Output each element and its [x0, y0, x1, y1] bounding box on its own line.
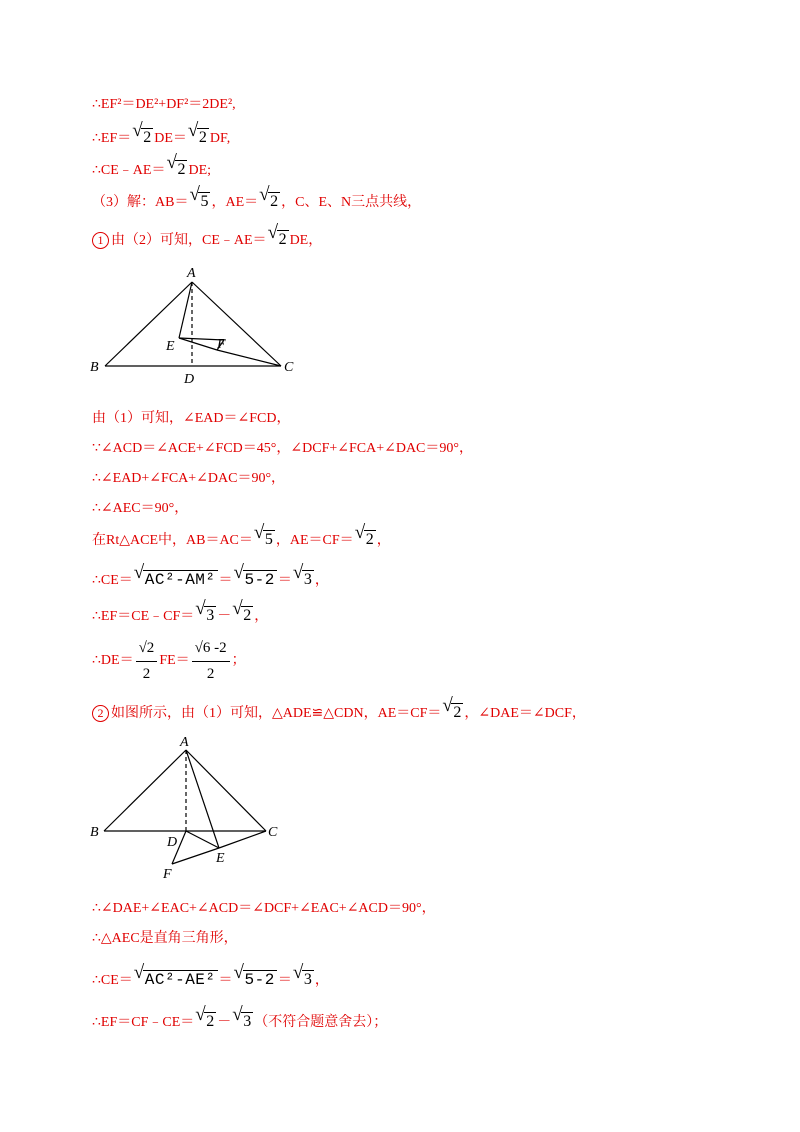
text: 如图所示，由（1）可知，△ADE≌△CDN，AE＝CF＝ [111, 706, 442, 721]
text: ， [314, 973, 329, 988]
sqrt: √ 2 [267, 222, 287, 248]
line-14 [92, 695, 586, 723]
sqrt: √ 3 [292, 562, 312, 588]
text: ，C、E、N三点共线， [281, 195, 422, 210]
sqrt: √ 5-2 [233, 962, 275, 989]
fraction: $\frac{√6 -2}{2}$ [192, 637, 230, 685]
line-13 [92, 637, 246, 685]
figure-1 [80, 262, 310, 392]
label-F: F [217, 337, 226, 352]
line-15: ∴∠DAE+∠EAC+∠ACD＝∠DCF+∠EAC+∠ACD＝90°， [92, 901, 436, 916]
text: （3）解：AB＝ [92, 195, 189, 210]
sqrt: √ 2 [442, 695, 462, 721]
circled-number: 2 [92, 705, 109, 722]
text: ∴EF＝CE﹣CF＝ [92, 609, 195, 624]
line-6: 由（1）可知，∠EAD＝∠FCD， [92, 411, 291, 426]
label-E: E [216, 851, 225, 866]
text: ，AE＝ [211, 195, 259, 210]
label-E: E [166, 339, 175, 354]
line-1: ∴EF²＝DE²+DF²＝2DE², [92, 97, 236, 112]
text: （不符合题意舍去）； [254, 1015, 388, 1030]
line-4 [92, 184, 422, 212]
text: ∴EF＝CF﹣CE＝ [92, 1015, 195, 1030]
sqrt: √ 2 [232, 598, 252, 624]
sqrt: √ 2 [132, 120, 152, 146]
label-A: A [187, 266, 196, 281]
text: DE， [289, 233, 323, 248]
sqrt: √ 2 [195, 1004, 215, 1030]
label-F: F [163, 867, 172, 882]
sqrt: √ 5-2 [233, 562, 275, 589]
text: ， [314, 573, 329, 588]
text: ， [376, 533, 391, 548]
sqrt: √ AC²-AM² [133, 562, 216, 589]
text: ＝ [218, 573, 233, 588]
sqrt: √ 2 [166, 152, 186, 178]
sqrt: √ 3 [232, 1004, 252, 1030]
label-D: D [184, 372, 195, 387]
text: ＝ [218, 973, 233, 988]
label-C: C [268, 825, 278, 840]
label-B: B [90, 360, 99, 375]
text: 在Rt△ACE中，AB＝AC＝ [92, 533, 253, 548]
text: － [217, 1015, 232, 1030]
sqrt: √ AC²-AE² [133, 962, 216, 989]
line-3 [92, 152, 212, 180]
line-5 [92, 222, 323, 250]
line-8: ∴∠EAD+∠FCA+∠DAC＝90°， [92, 471, 286, 486]
sqrt: √ 3 [292, 962, 312, 988]
sqrt: √ 5 [253, 522, 273, 548]
text: ＝ [277, 973, 292, 988]
text: FE＝ [159, 653, 190, 669]
text: ，∠DAE＝∠DCF， [464, 706, 586, 721]
figure-2 [80, 732, 300, 882]
text: ∴EF＝ [92, 131, 132, 146]
line-12 [92, 598, 269, 626]
line-11 [92, 562, 329, 590]
sqrt: √ 2 [259, 184, 279, 210]
sqrt: √ 3 [195, 598, 215, 624]
text: DE; [188, 163, 212, 178]
text: ∴DE＝ [92, 653, 134, 669]
label-C: C [284, 360, 294, 375]
text: 由（2）可知，CE﹣AE＝ [111, 233, 267, 248]
text: － [217, 609, 232, 624]
line-7: ∵∠ACD＝∠ACE+∠FCD＝45°，∠DCF+∠FCA+∠DAC＝90°， [92, 441, 473, 456]
text: ； [231, 653, 246, 669]
sqrt: √ 2 [354, 522, 374, 548]
fraction: $\frac{√2}{2}$ [136, 637, 158, 685]
text: ＝ [277, 573, 292, 588]
text: ∴CE＝ [92, 973, 133, 988]
sqrt: √ 5 [189, 184, 209, 210]
label-D: D [167, 835, 178, 850]
line-9: ∴∠AEC＝90°， [92, 501, 189, 516]
label-B: B [90, 825, 99, 840]
line-16: ∴△AEC是直角三角形， [92, 931, 238, 946]
circled-number: 1 [92, 232, 109, 249]
text: ∴CE＝ [92, 573, 133, 588]
text: DE＝ [154, 131, 187, 146]
line-18 [92, 1004, 388, 1032]
sqrt: √ 2 [187, 120, 207, 146]
line-2 [92, 120, 231, 148]
text: ， [254, 609, 269, 624]
text: ∴CE﹣AE＝ [92, 163, 166, 178]
label-A: A [180, 735, 189, 750]
text: ，AE＝CF＝ [275, 533, 354, 548]
line-10 [92, 522, 391, 550]
line-17 [92, 962, 329, 990]
text: DF, [209, 131, 231, 146]
